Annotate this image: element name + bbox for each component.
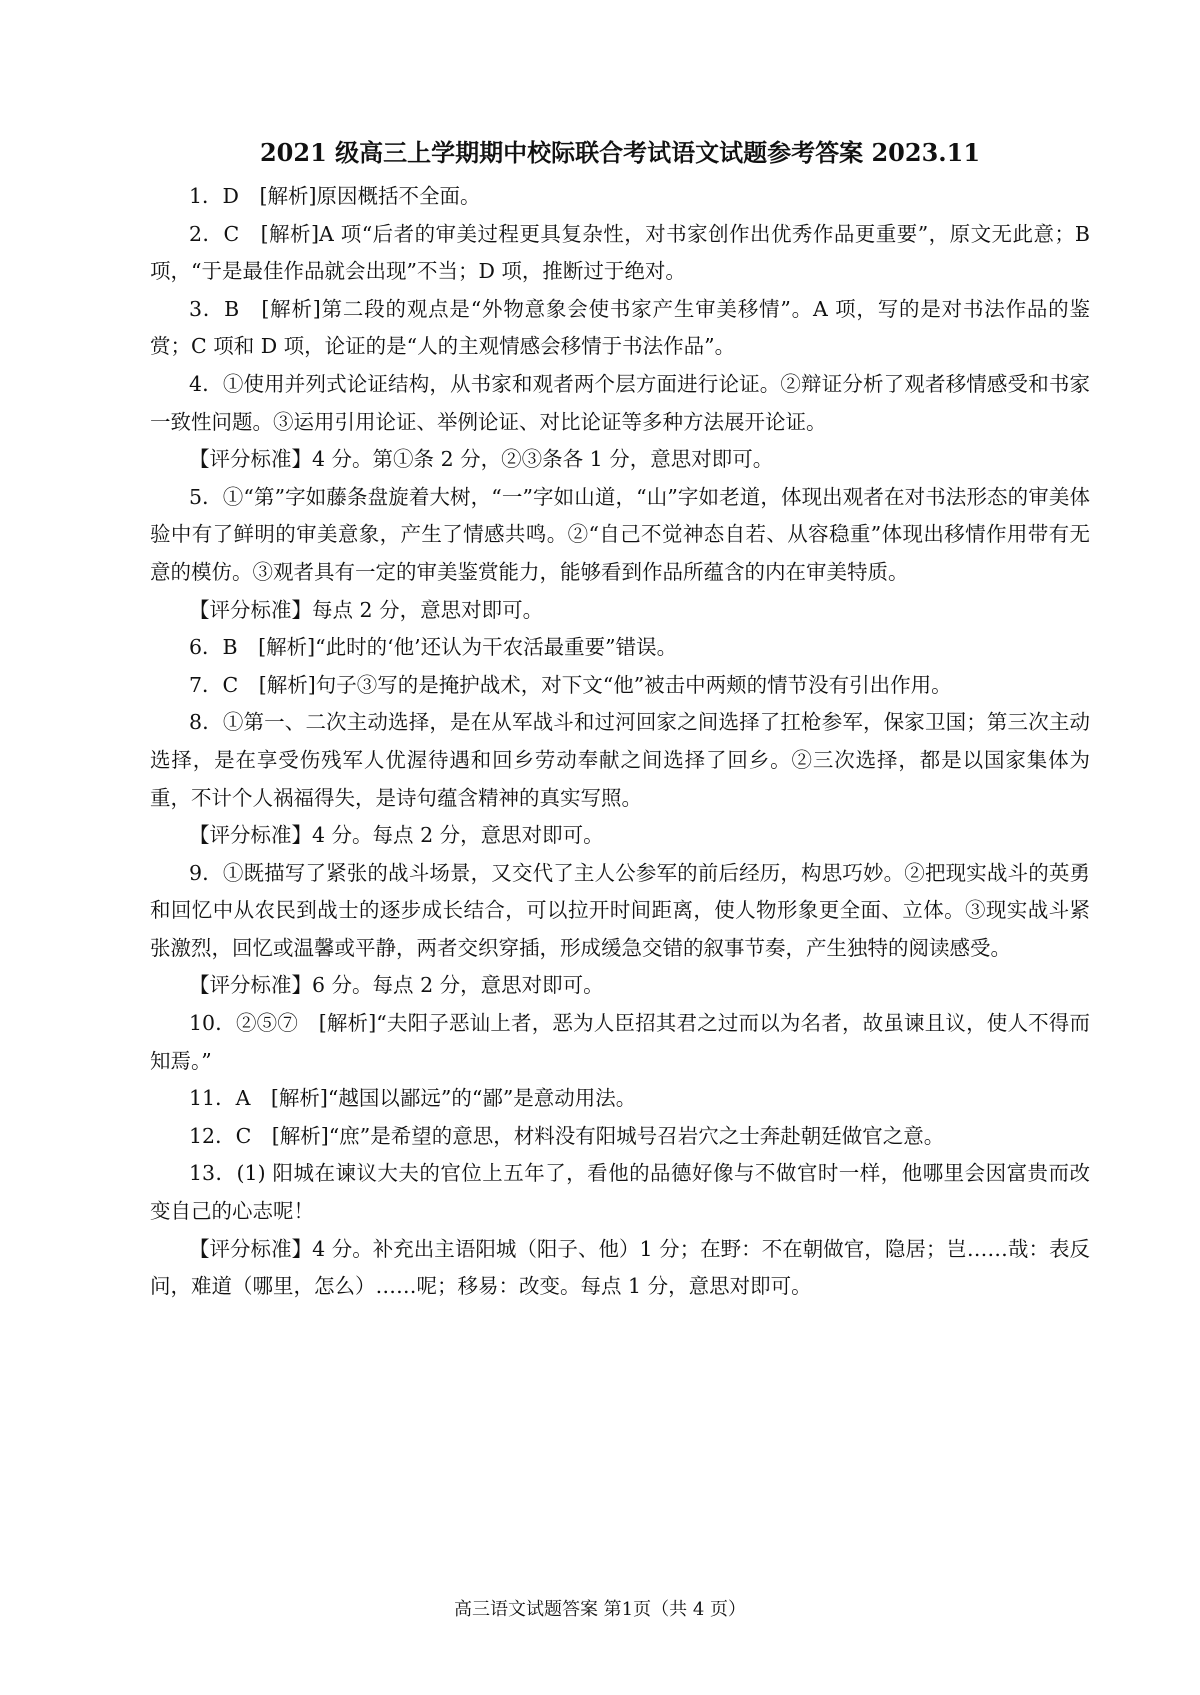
answer-4: 4．①使用并列式论证结构，从书家和观者两个层方面进行论证。②辩证分析了观者移情感受和书家一致性问题。③运用引用论证、举例论证、对比论证等多种方法展开论证。 — [150, 371, 1090, 434]
answer-12: 12．C [解析]“庶”是希望的意思，材料没有阳城号召岩穴之士奔赴朝廷做官之意。 — [189, 1123, 945, 1148]
scoring-standard-5: 【评分标准】每点 2 分，意思对即可。 — [189, 597, 544, 622]
scoring-standard-13-1: 【评分标准】4 分。补充出主语阳城（阳子、他）1 分；在野：不在朝做官，隐居；岂……哉：表反问，难道（哪里，怎么）……呢；移易：改变。每点 1 分，意思对即可。 — [150, 1236, 1090, 1299]
scoring-standard-8: 【评分标准】4 分。每点 2 分，意思对即可。 — [189, 823, 604, 848]
page-footer: 高三语文试题答案 第1页（共 4 页） — [453, 1599, 747, 1620]
scoring-standard-4: 【评分标准】4 分。第①条 2 分，②③条各 1 分，意思对即可。 — [189, 447, 774, 472]
answer-content — [150, 178, 1090, 1306]
answer-11: 11．A [解析]“越国以鄙远”的“鄙”是意动用法。 — [189, 1086, 637, 1111]
answer-2: 2．C [解析]A 项“后者的审美过程更具复杂性，对书家创作出优秀作品更重要”，原文无此意；B 项，“于是最佳作品就会出现”不当；D 项，推断过于绝对。 — [150, 221, 1090, 284]
answer-13-1: 13．(1) 阳城在谏议大夫的官位上五年了，看他的品德好像与不做官时一样，他哪里会因富贵而改变自己的心志呢！ — [150, 1161, 1090, 1224]
page-title: 2021 级高三上学期期中校际联合考试语文试题参考答案 2023.11 — [259, 138, 981, 167]
answer-8: 8．①第一、二次主动选择，是在从军战斗和过河回家之间选择了扛枪参军，保家卫国；第三次主动选择，是在享受伤残军人优渥待遇和回乡劳动奉献之间选择了回乡。②三次选择，都是以国家集体为重，不计个人祸福得失，是诗句蕴含精神的真实写照。 — [150, 710, 1090, 810]
answer-9: 9．①既描写了紧张的战斗场景，又交代了主人公参军的前后经历，构思巧妙。②把现实战斗的英勇和回忆中从农民到战士的逐步成长结合，可以拉开时间距离，使人物形象更全面、立体。③现实战斗紧张激烈，回忆或温馨或平静，两者交织穿插，形成缓急交错的叙事节奏，产生独特的阅读感受。 — [150, 860, 1090, 960]
answer-7: 7．C [解析]句子③写的是掩护战术，对下文“他”被击中两颊的情节没有引出作用。 — [189, 672, 952, 697]
answer-10: 10．②⑤⑦ [解析]“夫阳子恶讪上者，恶为人臣招其君之过而以为名者，故虽谏且议，使人不得而知焉。” — [150, 1011, 1090, 1073]
answer-1: 1．D [解析]原因概括不全面。 — [189, 184, 481, 208]
answer-3: 3．B [解析]第二段的观点是“外物意象会使书家产生审美移情”。A 项，写的是对书法作品的鉴赏；C 项和 D 项，论证的是“人的主观情感会移情于书法作品”。 — [150, 296, 1090, 359]
scoring-standard-9: 【评分标准】6 分。每点 2 分，意思对即可。 — [189, 973, 604, 998]
answer-6: 6．B [解析]“此时的‘他’还认为干农活最重要”错误。 — [189, 635, 678, 660]
answer-5: 5．①“第”字如藤条盘旋着大树，“一”字如山道，“山”字如老道，体现出观者在对书法形态的审美体验中有了鲜明的审美意象，产生了情感共鸣。②“自己不觉神态自若、从容稳重”体现出移情作用带有无意的模仿。③观者具有一定的审美鉴赏能力，能够看到作品所蕴含的内在审美特质。 — [150, 484, 1090, 584]
